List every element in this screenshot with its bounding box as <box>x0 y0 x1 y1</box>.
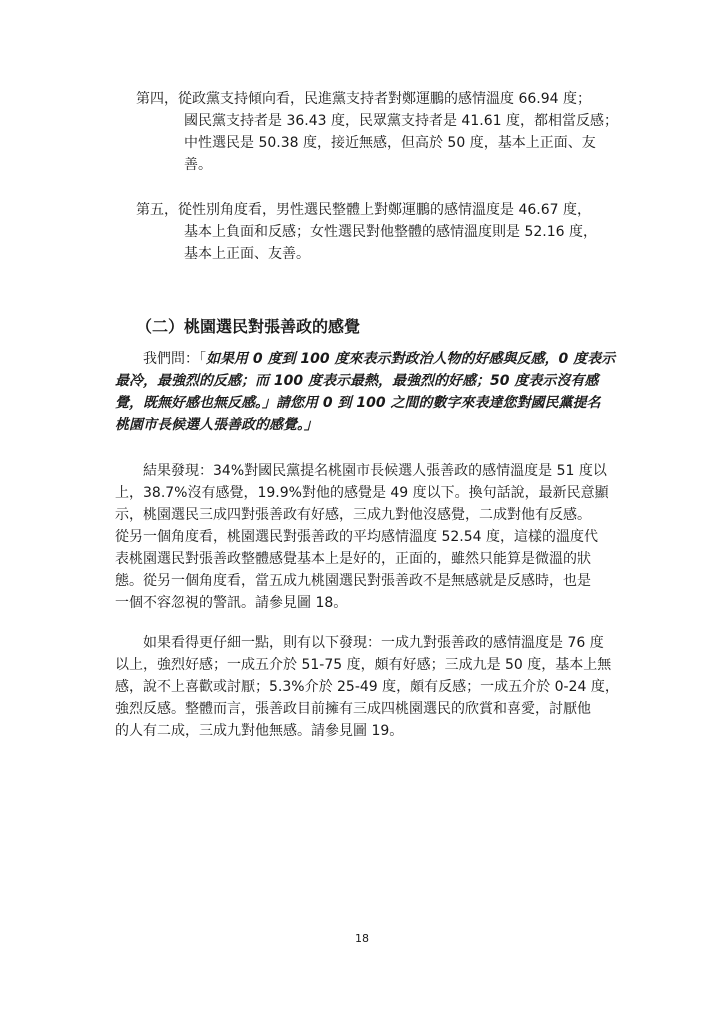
text-line: 基本上負面和反感；女性選民對他整體的感情溫度則是 52.16 度， <box>184 224 597 240</box>
text-line: 的人有二成，三成九對他無感。請參見圖 19。 <box>115 723 404 739</box>
text-line: 以上，強烈好感；一成五介於 51-75 度，頗有好感；三成九是 50 度，基本上無 <box>115 657 612 673</box>
text-line: 國民黨支持者是 36.43 度，民眾黨支持者是 41.61 度，都相當反感； <box>184 113 618 129</box>
paragraph-details <box>115 632 619 742</box>
text-line: 善。 <box>184 157 212 173</box>
text-line: 態。從另一個角度看，當五成九桃園選民對張善政不是無感就是反感時，也是 <box>115 573 591 589</box>
text-line: 如果看得更仔細一點，則有以下發現：一成九對張善政的感情溫度是 76 度 <box>143 635 604 651</box>
question-prefix: 我們問：「 <box>143 351 206 367</box>
question-text: 覺，既無好感也無反感。」請您用 0 到 100 之間的數字來表達您對國民黨提名 <box>115 395 601 411</box>
question-text: 最冷，最強烈的反感；而 100 度表示最熱，最強烈的好感；50 度表示沒有感 <box>115 373 599 389</box>
text-line: 第四，從政黨支持傾向看，民進黨支持者對鄭運鵬的感情溫度 66.94 度； <box>136 91 591 107</box>
question-text: 如果用 0 度到 100 度來表示對政治人物的好感與反感，0 度表示 <box>206 351 616 367</box>
text-line: 結果發現：34%對國民黨提名桃園市長候選人張善政的感情溫度是 51 度以 <box>143 463 607 479</box>
text-line: 中性選民是 50.38 度，接近無感，但高於 50 度，基本上正面、友 <box>184 135 596 151</box>
list-item-fourth <box>136 88 616 176</box>
text-line: 表桃園選民對張善政整體感覺基本上是好的，正面的，雖然只能算是微溫的狀 <box>115 551 591 567</box>
text-line: 第五，從性別角度看，男性選民整體上對鄭運鵬的感情溫度是 46.67 度， <box>136 202 591 218</box>
text-line: 上，38.7%沒有感覺，19.9%對他的感覺是 49 度以下。換句話說，最新民意顯 <box>115 485 609 501</box>
text-line: 示，桃園選民三成四對張善政有好感，三成九對他沒感覺，二成對他有反感。 <box>115 507 591 523</box>
text-line: 從另一個角度看，桃園選民對張善政的平均感情溫度 52.54 度，這樣的溫度代 <box>115 529 598 545</box>
page-number: 18 <box>355 932 369 945</box>
paragraph-results <box>115 460 615 614</box>
section-heading: （二）桃園選民對張善政的感覺 <box>136 317 361 336</box>
survey-question <box>115 348 615 436</box>
text-line: 感，說不上喜歡或討厭；5.3%介於 25-49 度，頗有反感；一成五介於 0-24 度， <box>115 679 619 695</box>
question-text: 桃園市長候選人張善政的感覺。」 <box>115 417 318 433</box>
question-first-line <box>115 348 615 370</box>
text-line: 強烈反感。整體而言，張善政目前擁有三成四桃園選民的欣賞和喜愛，討厭他 <box>115 701 591 717</box>
text-line: 一個不容忽視的警訊。請參見圖 18。 <box>115 595 348 611</box>
text-line: 基本上正面、友善。 <box>184 246 310 262</box>
list-item-fifth <box>136 199 616 265</box>
